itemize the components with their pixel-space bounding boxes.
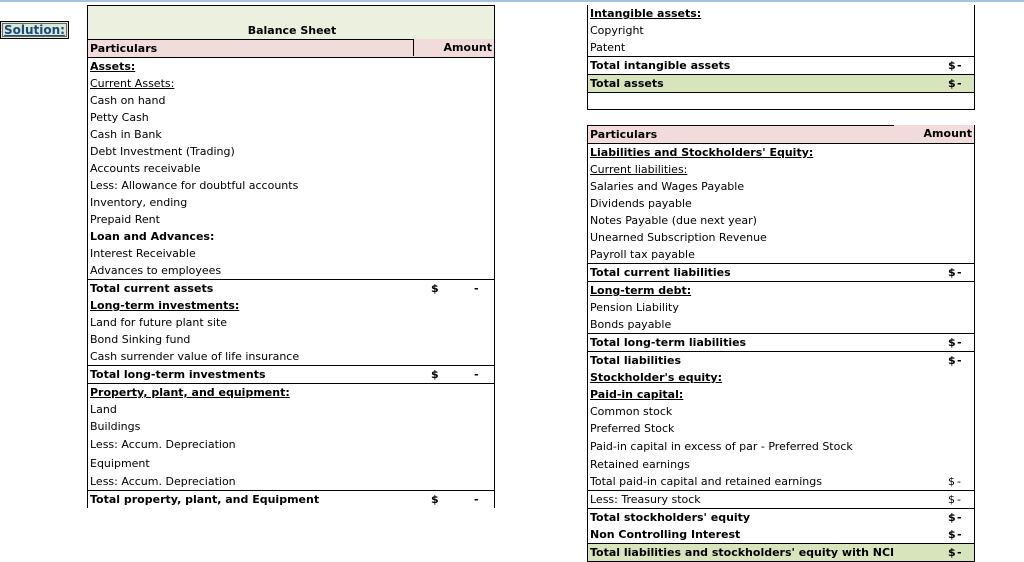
row-label: Petty Cash [90,111,149,124]
row-label: Advances to employees [90,264,222,277]
row-label: Retained earnings [590,458,690,471]
table-row [588,491,974,509]
row-label: Total current liabilities [590,266,731,279]
currency-symbol: $ [948,546,956,559]
row-label: Long-term debt: [590,284,692,297]
row-label: Loan and Advances: [90,230,215,243]
table-row [88,245,494,262]
particulars-header: Particulars [590,128,658,141]
currency-symbol: $ [431,493,439,506]
table-row [88,143,494,160]
table-row [588,456,974,473]
table-row [88,491,494,508]
table-row [88,435,494,454]
amount-value: - [957,59,962,72]
amount-value: - [957,354,962,367]
row-label: Bonds payable [590,318,672,331]
currency-symbol: $ [948,493,955,506]
table-row [88,384,494,401]
amount-header: Amount [413,39,494,56]
balance-sheet-title [88,5,494,39]
row-label: Land [90,403,117,416]
row-label: Equipment [90,457,150,470]
table-row [588,144,974,161]
table-row [88,314,494,331]
row-label: Bond Sinking fund [90,333,191,346]
amount-value: - [957,475,961,488]
row-label: Total intangible assets [590,59,731,72]
amount-value: - [957,493,961,506]
row-label: Preferred Stock [590,422,675,435]
intangible-assets-section [587,5,975,110]
currency-symbol: $ [948,511,956,524]
top-border-line [0,0,1024,2]
row-label: Cash in Bank [90,128,162,141]
table-row [588,212,974,229]
row-label: Patent [590,41,626,54]
row-label: Total long-term liabilities [590,336,747,349]
table-row [588,282,974,299]
row-label: Total assets [590,77,664,90]
table-row [88,418,494,435]
row-label: Total current assets [90,282,214,295]
amount-value: - [957,77,962,90]
row-label: Paid-in capital in excess of par - Preferred Stock [590,440,853,453]
table-row [588,352,974,369]
row-label: Assets: [90,60,136,73]
row-label: Buildings [90,420,141,433]
table-row [588,316,974,334]
amount-value: - [957,336,962,349]
table-row [88,109,494,126]
table-row [588,509,974,526]
currency-symbol: $ [431,282,439,295]
currency-symbol: $ [948,528,956,541]
amount-value: - [957,546,962,559]
left-header-row [88,39,494,58]
table-row [588,195,974,212]
amount-value: - [957,511,962,524]
table-row [588,369,974,386]
row-label: Payroll tax payable [590,248,695,261]
table-row [88,160,494,177]
row-label: Copyright [590,24,644,37]
row-label: Liabilities and Stockholders' Equity: [590,146,814,159]
currency-symbol: $ [948,475,955,488]
row-label: Total property, plant, and Equipment [90,493,320,506]
amount-header: Amount [894,125,974,142]
amount-value: - [474,368,479,381]
amount-value: - [957,266,962,279]
table-row [88,126,494,143]
row-label: Unearned Subscription Revenue [590,231,767,244]
row-label: Intangible assets: [590,7,702,20]
currency-symbol: $ [948,77,956,90]
amount-value: - [474,282,479,295]
amount-value: - [474,493,479,506]
row-label: Stockholder's equity: [590,371,722,384]
table-row [88,262,494,280]
table-row [88,366,494,384]
row-label: Total liabilities [590,354,682,367]
table-row [588,246,974,264]
table-row [588,39,974,57]
table-row [88,331,494,348]
row-label: Current liabilities: [590,163,688,176]
table-row [588,22,974,39]
row-label: Common stock [590,405,673,418]
row-label: Paid-in capital: [590,388,684,401]
row-label: Total stockholders' equity [590,511,751,524]
table-row [588,526,974,544]
row-label: Salaries and Wages Payable [590,180,745,193]
row-label: Inventory, ending [90,196,188,209]
table-row [88,454,494,473]
table-row [88,297,494,314]
row-label: Interest Receivable [90,247,196,260]
table-row [88,211,494,228]
table-row [588,178,974,195]
row-label: Less: Accum. Depreciation [90,475,236,488]
table-row [588,5,974,22]
row-label: Dividends payable [590,197,692,210]
row-label: Accounts receivable [90,162,201,175]
currency-symbol: $ [948,354,956,367]
table-row [88,473,494,491]
table-row [88,75,494,92]
row-label: Cash surrender value of life insurance [90,350,300,363]
particulars-header: Particulars [90,42,158,55]
row-label: Long-term investments: [90,299,240,312]
row-label: Prepaid Rent [90,213,160,226]
amount-value: - [957,528,962,541]
table-row [588,437,974,456]
table-row [88,280,494,297]
table-row [588,544,974,562]
row-label: Notes Payable (due next year) [590,214,757,227]
table-row [588,386,974,403]
currency-symbol: $ [431,368,439,381]
table-row [588,229,974,246]
right-header-row [588,125,974,144]
row-label: Current Assets: [90,77,175,90]
table-row [88,92,494,109]
currency-symbol: $ [948,59,956,72]
balance-sheet-assets [87,5,495,508]
row-label: Less: Treasury stock [590,493,701,506]
table-row [588,57,974,74]
sheet-title-text: Balance Sheet [247,24,337,37]
row-label: Pension Liability [590,301,679,314]
table-row [588,299,974,316]
row-label: Land for future plant site [90,316,228,329]
table-row [88,58,494,75]
row-label: Total long-term investments [90,368,266,381]
currency-symbol: $ [948,266,956,279]
table-row [588,420,974,437]
row-label: Total liabilities and stockholders' equity with NCI [590,546,895,559]
solution-label: Solution: [0,21,69,39]
table-row [588,473,974,491]
table-row [88,228,494,245]
table-row [588,264,974,282]
row-label: Less: Allowance for doubtful accounts [90,179,299,192]
table-row [588,403,974,420]
row-label: Non Controlling Interest [590,528,741,541]
table-row [88,194,494,211]
table-row [588,74,974,92]
liabilities-equity-section [587,125,975,562]
row-label: Debt Investment (Trading) [90,145,235,158]
currency-symbol: $ [948,336,956,349]
table-row [588,334,974,352]
row-label: Total paid-in capital and retained earnings [590,475,822,488]
blank-row [588,92,974,110]
row-label: Less: Accum. Depreciation [90,438,236,451]
row-label: Property, plant, and equipment: [90,386,290,399]
table-row [588,161,974,178]
table-row [88,401,494,418]
table-row [88,348,494,366]
row-label: Cash on hand [90,94,166,107]
table-row [88,177,494,194]
